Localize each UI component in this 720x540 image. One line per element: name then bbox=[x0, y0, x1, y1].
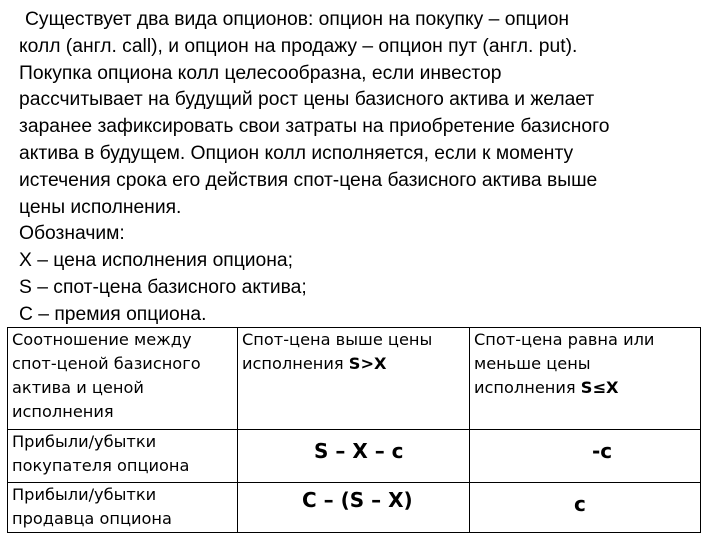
condition-label: S≤X bbox=[580, 378, 619, 397]
header-spot-above-cell bbox=[238, 328, 470, 430]
text-line: цены исполнения. bbox=[19, 196, 182, 218]
header-line: Спот-цена равна или bbox=[474, 330, 655, 349]
row-label-line: покупателя опциона bbox=[12, 456, 190, 475]
table-row-seller bbox=[8, 483, 701, 533]
row-label-line: Прибыли/убытки bbox=[12, 432, 157, 451]
payoff-formula: C – (S – X) bbox=[302, 488, 413, 512]
row-label-line: продавца опциона bbox=[12, 509, 172, 528]
header-line bbox=[242, 352, 469, 376]
text-line: Обозначим: bbox=[19, 223, 125, 245]
table-header-row bbox=[8, 328, 701, 430]
buyer-payoff-below-cell bbox=[470, 430, 701, 483]
header-spot-below-cell bbox=[470, 328, 701, 430]
condition-label: S>X bbox=[348, 354, 387, 373]
text-line: рассчитывает на будущий рост цены базисного актива и желает bbox=[19, 89, 595, 111]
text-line: C – премия опциона. bbox=[19, 303, 207, 325]
text-line: X – цена исполнения опциона; bbox=[19, 250, 293, 272]
text-line: колл (англ. call), и опцион на продажу – опцион пут (англ. put). bbox=[19, 35, 578, 57]
buyer-payoff-above-cell bbox=[238, 430, 470, 483]
row-label-line: Прибыли/убытки bbox=[12, 485, 157, 504]
header-line: актива и ценой bbox=[12, 378, 144, 397]
text-line: актива в будущем. Опцион колл исполняется, если к моменту bbox=[19, 142, 574, 164]
text-line: Существует два вида опционов: опцион на покупку – опцион bbox=[25, 9, 570, 30]
header-relation-cell bbox=[8, 328, 238, 430]
header-line: меньше цены bbox=[474, 354, 591, 373]
header-line bbox=[474, 376, 700, 400]
option-payoff-table bbox=[7, 327, 701, 533]
header-line: исполнения bbox=[12, 402, 114, 421]
payoff-formula: S – X – c bbox=[314, 439, 404, 463]
text-line: истечения срока его действия спот-цена базисного актива выше bbox=[19, 169, 598, 191]
row-label-cell bbox=[8, 430, 238, 483]
text-line: заранее зафиксировать свои затраты на приобретение базисного bbox=[19, 116, 610, 138]
header-line: Спот-цена выше цены bbox=[242, 330, 433, 349]
payoff-formula: -c bbox=[592, 439, 613, 463]
payoff-formula: c bbox=[574, 492, 586, 516]
header-line: Соотношение между bbox=[12, 330, 192, 349]
table-row-buyer bbox=[8, 430, 701, 483]
seller-payoff-above-cell bbox=[238, 483, 470, 533]
text-line: Покупка опциона колл целесообразна, если инвестор bbox=[19, 62, 502, 84]
header-prefix: исполнения bbox=[242, 354, 349, 373]
text-line: S – спот-цена базисного актива; bbox=[19, 276, 307, 298]
row-label-cell bbox=[8, 483, 238, 533]
seller-payoff-below-cell bbox=[470, 483, 701, 533]
header-prefix: исполнения bbox=[474, 378, 581, 397]
option-description-text bbox=[19, 7, 714, 329]
header-line: спот-ценой базисного bbox=[12, 354, 201, 373]
